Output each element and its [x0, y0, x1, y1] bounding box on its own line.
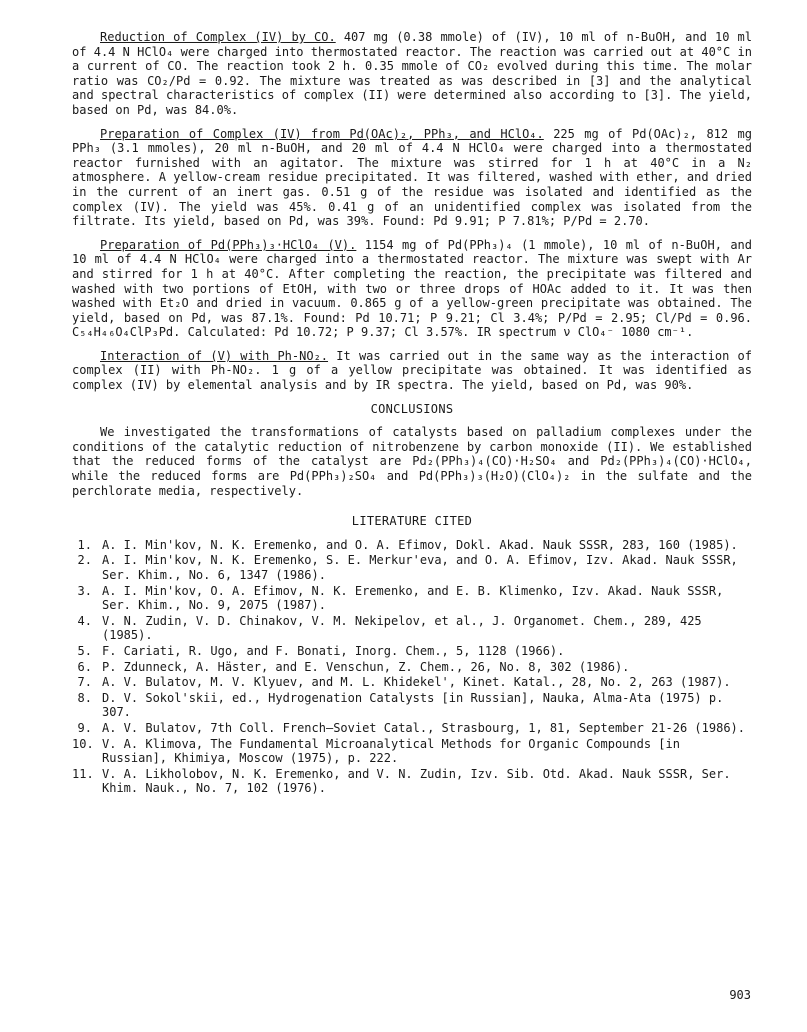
paragraph-heading: Interaction of (V) with Ph-NO₂. — [100, 348, 329, 363]
paragraph-text: 407 mg (0.38 mmole) of (IV), 10 ml of n-BuOH, and 10 ml of 4.4 N HClO₄ were charged into thermostated reactor. The reaction was carried out at 40°C in a current of CO. The reaction took 2 h. 0.35 mmole of CO₂ evolved during this time. The molar ratio was CO₂/Pd = 0.92. The mixture was treated as was described in [3] and the analytical and spectral characteristics of complex (II) were determined also according to [3]. The yield, based on Pd, was 84.0%. — [72, 30, 753, 117]
paragraph-text: 1154 mg of Pd(PPh₃)₄ (1 mmole), 10 ml of n-BuOH, and 10 ml of 4.4 N HClO₄ were charged into a thermostated reactor. The mixture was swept with Ar and stirred for 1 h at 40°C. After completing the reaction, the precipitate was filtered and washed with two portions of EtOH, with two or three drops of HOAc added to it. It was then washed with Et₂O and dried in vacuum. 0.865 g of a yellow-green precipitate was obtained. The yield, based on Pd, was 87.1%. Found: Pd 10.71; P 9.21; Cl 3.4%; P/Pd = 2.95; Cl/Pd = 0.96. C₅₄H₄₆O₄ClP₃Pd. Calculated: Pd 10.72; P 9.37; Cl 3.57%. IR spectrum ν ClO₄⁻ 1080 cm⁻¹. — [72, 237, 752, 340]
reference-text: A. I. Min'kov, O. A. Efimov, N. K. Eremenko, and E. B. Klimenko, Izv. Akad. Nauk SSSR, Ser. Khim., No. 9, 2075 (1987). — [102, 583, 724, 613]
reference-item — [72, 737, 752, 766]
reference-number: 1. — [77, 537, 92, 552]
reference-number: 7. — [77, 675, 92, 690]
paragraph-heading: Reduction of Complex (IV) by CO. — [100, 30, 336, 44]
reference-item — [72, 553, 752, 582]
reference-item — [72, 660, 752, 675]
reference-number: 6. — [77, 659, 92, 674]
paragraph-preparation-v — [72, 238, 752, 340]
reference-item — [72, 721, 752, 736]
reference-item — [72, 675, 752, 690]
reference-item — [72, 538, 752, 553]
page-body — [72, 30, 752, 797]
reference-number: 4. — [77, 613, 92, 628]
reference-text: P. Zdunneck, A. Häster, and E. Venschun, Z. Chem., 26, No. 8, 302 (1986). — [102, 659, 630, 674]
paragraph-text: It was carried out in the same way as the interaction of complex (II) with Ph-NO₂. 1 g of a yellow precipitate was obtained. It was identified as complex (IV) by elemental analysis and by IR spectra. The yield, based on Pd, was 90%. — [72, 348, 752, 393]
reference-text: A. V. Bulatov, 7th Coll. French–Soviet Catal., Strasbourg, 1, 81, September 21-26 (1986). — [102, 720, 745, 735]
reference-number: 8. — [77, 690, 92, 705]
reference-number: 2. — [77, 553, 92, 568]
reference-list — [72, 538, 752, 796]
reference-number: 5. — [77, 643, 92, 658]
reference-number: 11. — [72, 766, 94, 781]
conclusions-heading: CONCLUSIONS — [370, 401, 454, 416]
reference-text: F. Cariati, R. Ugo, and F. Bonati, Inorg. Chem., 5, 1128 (1966). — [102, 643, 565, 658]
conclusions-text: We investigated the transformations of catalysts based on palladium complexes under the conditions of the catalytic reduction of nitrobenzene by carbon monoxide (II). We established that the reduced forms of the catalyst are Pd₂(PPh₃)₄(CO)·H₂SO₄ and Pd₂(PPh₃)₄(CO)·HClO₄, while the reduced forms are Pd(PPh₃)₂SO₄ and Pd(PPh₃)₃(H₂O)(ClO₄)₂ in the sulfate and the perchlorate media, respectively. — [72, 425, 752, 498]
reference-text: D. V. Sokol'skii, ed., Hydrogenation Catalysts [in Russian], Nauka, Alma-Ata (1975) p. 307. — [102, 690, 724, 720]
paragraph-heading: Preparation of Pd(PPh₃)₃·HClO₄ (V). — [100, 237, 357, 252]
reference-item — [72, 584, 752, 613]
reference-number: 10. — [72, 736, 94, 751]
paragraph-interaction-v — [72, 349, 752, 393]
reference-text: V. A. Likholobov, N. K. Eremenko, and V. N. Zudin, Izv. Sib. Otd. Akad. Nauk SSSR, Ser. Khim. Nauk., No. 7, 102 (1976). — [102, 766, 731, 796]
reference-number: 3. — [77, 583, 92, 598]
literature-heading: LITERATURE CITED — [351, 514, 473, 529]
paragraph-reduction-complex-iv — [72, 30, 752, 118]
paragraph-text: 225 mg of Pd(OAc)₂, 812 mg PPh₃ (3.1 mmoles), 20 ml n-BuOH, and 20 ml of 4.4 N HClO₄ were charged into a thermostated reactor furnished with an agitator. The mixture was stirred for 1 h at 40°C in a N₂ atmosphere. A yellow-cream residue precipitated. It was filtered, washed with ether, and dried in the current of an inert gas. 0.51 g of the residue was isolated and identified as the complex (IV). The yield was 45%. 0.41 g of an unidentified complex was isolated from the filtrate. Its yield, based on Pd, was 39%. Found: Pd 9.91; P 7.81%; P/Pd = 2.70. — [72, 126, 752, 229]
reference-number: 9. — [77, 720, 92, 735]
reference-text: A. I. Min'kov, N. K. Eremenko, S. E. Merkur'eva, and O. A. Efimov, Izv. Akad. Nauk SSSR, Ser. Khim., No. 6, 1347 (1986). — [102, 553, 738, 582]
reference-text: V. N. Zudin, V. D. Chinakov, V. M. Nekipelov, et al., J. Organomet. Chem., 289, 425 (1985). — [102, 613, 702, 643]
reference-item — [72, 644, 752, 659]
reference-text: A. V. Bulatov, M. V. Klyuev, and M. L. Khidekel', Kinet. Katal., 28, No. 2, 263 (1987). — [102, 675, 731, 690]
paragraph-preparation-complex-iv — [72, 127, 752, 229]
page-number: 903 — [729, 988, 751, 1002]
paragraph-heading: Preparation of Complex (IV) from Pd(OAc)₂, PPh₃, and HClO₄. — [100, 126, 544, 141]
reference-item — [72, 614, 752, 643]
reference-item — [72, 767, 752, 796]
reference-text: V. A. Klimova, The Fundamental Microanalytical Methods for Organic Compounds [in Russian], Khimiya, Moscow (1975), p. 222. — [102, 736, 680, 766]
reference-text: A. I. Min'kov, N. K. Eremenko, and O. A. Efimov, Dokl. Akad. Nauk SSSR, 283, 160 (1985). — [102, 537, 738, 552]
reference-item — [72, 691, 752, 720]
